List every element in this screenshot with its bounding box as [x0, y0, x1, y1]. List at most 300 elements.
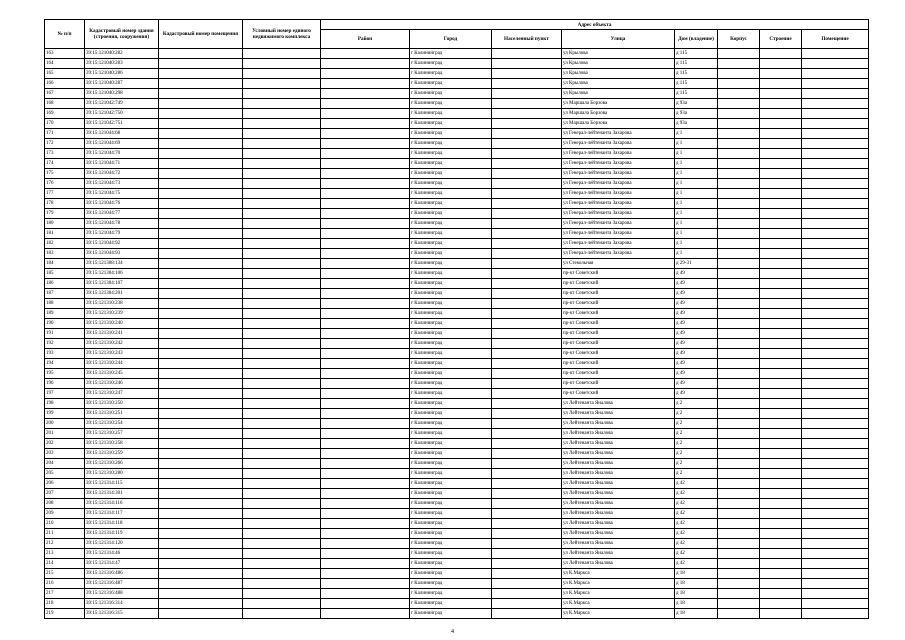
city-cell: г Калининград: [410, 429, 492, 439]
room-cell: [802, 139, 869, 149]
row-number-cell: 164: [45, 59, 85, 69]
district-cell: [321, 339, 410, 349]
city-cell: г Калининград: [410, 319, 492, 329]
stroenie-cell: [760, 139, 802, 149]
city-cell: г Калининград: [410, 289, 492, 299]
house-cell: д 49: [675, 309, 718, 319]
house-cell: д 93а: [675, 109, 718, 119]
cadastral-number-cell: 39:15:121310:258: [85, 439, 159, 449]
row-number-cell: 183: [45, 249, 85, 259]
complex-number-cell: [243, 369, 321, 379]
street-cell: ул Генерал-лейтенанта Захарова: [562, 139, 675, 149]
house-cell: д 49: [675, 379, 718, 389]
table-row: [45, 109, 869, 119]
stroenie-cell: [760, 329, 802, 339]
settlement-cell: [492, 459, 562, 469]
stroenie-cell: [760, 409, 802, 419]
korpus-cell: [718, 69, 760, 79]
house-cell: д 2: [675, 439, 718, 449]
district-cell: [321, 59, 410, 69]
house-cell: д 2: [675, 469, 718, 479]
district-cell: [321, 99, 410, 109]
row-number-cell: 176: [45, 179, 85, 189]
stroenie-cell: [760, 509, 802, 519]
street-cell: пр-кт Советский: [562, 309, 675, 319]
district-cell: [321, 319, 410, 329]
table-row: [45, 339, 869, 349]
settlement-cell: [492, 179, 562, 189]
room-cadastral-cell: [159, 329, 243, 339]
row-number-cell: 209: [45, 509, 85, 519]
settlement-cell: [492, 539, 562, 549]
room-cell: [802, 229, 869, 239]
room-cadastral-cell: [159, 539, 243, 549]
settlement-cell: [492, 279, 562, 289]
stroenie-cell: [760, 269, 802, 279]
table-row: [45, 129, 869, 139]
city-cell: г Калининград: [410, 239, 492, 249]
street-cell: ул Лейтенанта Яналова: [562, 549, 675, 559]
complex-number-cell: [243, 119, 321, 129]
room-cell: [802, 259, 869, 269]
header-stroenie: Строение: [760, 30, 802, 49]
street-cell: пр-кт Советский: [562, 369, 675, 379]
house-cell: д 1: [675, 189, 718, 199]
house-cell: д 1: [675, 249, 718, 259]
row-number-cell: 202: [45, 439, 85, 449]
house-cell: д 18: [675, 569, 718, 579]
room-cell: [802, 509, 869, 519]
room-cadastral-cell: [159, 369, 243, 379]
korpus-cell: [718, 589, 760, 599]
cadastral-number-cell: 39:15:121314:118: [85, 519, 159, 529]
stroenie-cell: [760, 129, 802, 139]
street-cell: ул Генерал-лейтенанта Захарова: [562, 179, 675, 189]
room-cell: [802, 339, 869, 349]
room-cell: [802, 299, 869, 309]
stroenie-cell: [760, 169, 802, 179]
settlement-cell: [492, 119, 562, 129]
stroenie-cell: [760, 459, 802, 469]
city-cell: г Калининград: [410, 249, 492, 259]
complex-number-cell: [243, 209, 321, 219]
cadastral-number-cell: 39:15:121310:257: [85, 429, 159, 439]
row-number-cell: 207: [45, 489, 85, 499]
table-row: [45, 469, 869, 479]
house-cell: д 42: [675, 479, 718, 489]
district-cell: [321, 89, 410, 99]
settlement-cell: [492, 129, 562, 139]
stroenie-cell: [760, 209, 802, 219]
city-cell: г Калининград: [410, 409, 492, 419]
korpus-cell: [718, 229, 760, 239]
room-cell: [802, 359, 869, 369]
row-number-cell: 201: [45, 429, 85, 439]
table-row: [45, 299, 869, 309]
district-cell: [321, 209, 410, 219]
table-row: [45, 259, 869, 269]
complex-number-cell: [243, 339, 321, 349]
district-cell: [321, 609, 410, 619]
room-cell: [802, 49, 869, 59]
complex-number-cell: [243, 469, 321, 479]
objects-table: [44, 19, 869, 619]
stroenie-cell: [760, 549, 802, 559]
city-cell: г Калининград: [410, 299, 492, 309]
row-number-cell: 187: [45, 289, 85, 299]
settlement-cell: [492, 219, 562, 229]
street-cell: пр-кт Советский: [562, 279, 675, 289]
korpus-cell: [718, 479, 760, 489]
street-cell: ул Генерал-лейтенанта Захарова: [562, 129, 675, 139]
complex-number-cell: [243, 169, 321, 179]
room-cell: [802, 59, 869, 69]
room-cadastral-cell: [159, 159, 243, 169]
row-number-cell: 204: [45, 459, 85, 469]
row-number-cell: 198: [45, 399, 85, 409]
stroenie-cell: [760, 389, 802, 399]
house-cell: д 115: [675, 49, 718, 59]
korpus-cell: [718, 449, 760, 459]
house-cell: д 1: [675, 229, 718, 239]
row-number-cell: 216: [45, 579, 85, 589]
complex-number-cell: [243, 549, 321, 559]
header-room: Помещение: [802, 30, 869, 49]
complex-number-cell: [243, 479, 321, 489]
complex-number-cell: [243, 379, 321, 389]
room-cell: [802, 389, 869, 399]
row-number-cell: 175: [45, 169, 85, 179]
row-number-cell: 186: [45, 279, 85, 289]
cadastral-number-cell: 39:15:121310:247: [85, 389, 159, 399]
stroenie-cell: [760, 219, 802, 229]
settlement-cell: [492, 329, 562, 339]
city-cell: г Калининград: [410, 309, 492, 319]
settlement-cell: [492, 49, 562, 59]
room-cell: [802, 419, 869, 429]
street-cell: ул Лейтенанта Яналова: [562, 529, 675, 539]
row-number-cell: 196: [45, 379, 85, 389]
house-cell: д 42: [675, 539, 718, 549]
table-row: [45, 219, 869, 229]
district-cell: [321, 219, 410, 229]
street-cell: ул Генерал-лейтенанта Захарова: [562, 159, 675, 169]
street-cell: пр-кт Советский: [562, 349, 675, 359]
row-number-cell: 218: [45, 599, 85, 609]
street-cell: ул Лейтенанта Яналова: [562, 469, 675, 479]
district-cell: [321, 509, 410, 519]
street-cell: ул Лейтенанта Яналова: [562, 539, 675, 549]
korpus-cell: [718, 409, 760, 419]
house-cell: д 1: [675, 139, 718, 149]
korpus-cell: [718, 499, 760, 509]
stroenie-cell: [760, 599, 802, 609]
street-cell: ул Крылова: [562, 59, 675, 69]
korpus-cell: [718, 469, 760, 479]
room-cadastral-cell: [159, 609, 243, 619]
street-cell: ул Лейтенанта Яналова: [562, 399, 675, 409]
room-cadastral-cell: [159, 49, 243, 59]
settlement-cell: [492, 209, 562, 219]
district-cell: [321, 129, 410, 139]
complex-number-cell: [243, 269, 321, 279]
cadastral-number-cell: 39:15:121308:134: [85, 259, 159, 269]
stroenie-cell: [760, 519, 802, 529]
street-cell: ул Лейтенанта Яналова: [562, 449, 675, 459]
table-row: [45, 449, 869, 459]
city-cell: г Калининград: [410, 379, 492, 389]
table-row: [45, 499, 869, 509]
street-cell: ул Лейтенанта Яналова: [562, 459, 675, 469]
district-cell: [321, 179, 410, 189]
house-cell: д 42: [675, 529, 718, 539]
room-cell: [802, 479, 869, 489]
settlement-cell: [492, 379, 562, 389]
settlement-cell: [492, 319, 562, 329]
korpus-cell: [718, 49, 760, 59]
row-number-cell: 172: [45, 139, 85, 149]
stroenie-cell: [760, 539, 802, 549]
city-cell: г Калининград: [410, 579, 492, 589]
city-cell: г Калининград: [410, 499, 492, 509]
room-cell: [802, 119, 869, 129]
city-cell: г Калининград: [410, 139, 492, 149]
korpus-cell: [718, 139, 760, 149]
complex-number-cell: [243, 389, 321, 399]
street-cell: ул Лейтенанта Яналова: [562, 509, 675, 519]
cadastral-number-cell: 39:15:121316:315: [85, 609, 159, 619]
room-cell: [802, 589, 869, 599]
district-cell: [321, 449, 410, 459]
house-cell: д 49: [675, 349, 718, 359]
room-cell: [802, 499, 869, 509]
district-cell: [321, 489, 410, 499]
house-cell: д 29-31: [675, 259, 718, 269]
page-number: 4: [451, 629, 454, 635]
complex-number-cell: [243, 49, 321, 59]
district-cell: [321, 399, 410, 409]
room-cell: [802, 309, 869, 319]
complex-number-cell: [243, 569, 321, 579]
district-cell: [321, 439, 410, 449]
row-number-cell: 217: [45, 589, 85, 599]
room-cadastral-cell: [159, 569, 243, 579]
house-cell: д 49: [675, 359, 718, 369]
cadastral-number-cell: 39:15:121304:107: [85, 279, 159, 289]
row-number-cell: 210: [45, 519, 85, 529]
table-row: [45, 239, 869, 249]
korpus-cell: [718, 169, 760, 179]
table-row: [45, 349, 869, 359]
city-cell: г Калининград: [410, 599, 492, 609]
cadastral-number-cell: 39:15:121310:244: [85, 359, 159, 369]
house-cell: д 42: [675, 509, 718, 519]
table-header: [45, 20, 869, 49]
row-number-cell: 168: [45, 99, 85, 109]
room-cadastral-cell: [159, 449, 243, 459]
district-cell: [321, 389, 410, 399]
street-cell: ул Стекольная: [562, 259, 675, 269]
room-cadastral-cell: [159, 599, 243, 609]
complex-number-cell: [243, 319, 321, 329]
stroenie-cell: [760, 89, 802, 99]
room-cadastral-cell: [159, 169, 243, 179]
table-row: [45, 489, 869, 499]
room-cadastral-cell: [159, 69, 243, 79]
row-number-cell: 219: [45, 609, 85, 619]
settlement-cell: [492, 599, 562, 609]
room-cell: [802, 179, 869, 189]
district-cell: [321, 169, 410, 179]
table-row: [45, 79, 869, 89]
complex-number-cell: [243, 139, 321, 149]
korpus-cell: [718, 559, 760, 569]
table-row: [45, 209, 869, 219]
house-cell: д 49: [675, 339, 718, 349]
cadastral-number-cell: 39:15:121310:245: [85, 369, 159, 379]
settlement-cell: [492, 569, 562, 579]
room-cadastral-cell: [159, 129, 243, 139]
stroenie-cell: [760, 529, 802, 539]
city-cell: г Калининград: [410, 569, 492, 579]
room-cadastral-cell: [159, 469, 243, 479]
stroenie-cell: [760, 319, 802, 329]
stroenie-cell: [760, 379, 802, 389]
stroenie-cell: [760, 229, 802, 239]
city-cell: г Калининград: [410, 269, 492, 279]
room-cell: [802, 79, 869, 89]
city-cell: г Калининград: [410, 459, 492, 469]
complex-number-cell: [243, 219, 321, 229]
table-row: [45, 59, 869, 69]
room-cadastral-cell: [159, 179, 243, 189]
korpus-cell: [718, 359, 760, 369]
complex-number-cell: [243, 309, 321, 319]
city-cell: г Калининград: [410, 419, 492, 429]
complex-number-cell: [243, 249, 321, 259]
house-cell: д 49: [675, 369, 718, 379]
room-cadastral-cell: [159, 439, 243, 449]
settlement-cell: [492, 469, 562, 479]
room-cadastral-cell: [159, 409, 243, 419]
stroenie-cell: [760, 239, 802, 249]
header-settlement: Населенный пункт: [492, 30, 562, 49]
korpus-cell: [718, 89, 760, 99]
korpus-cell: [718, 369, 760, 379]
room-cell: [802, 469, 869, 479]
complex-number-cell: [243, 459, 321, 469]
room-cell: [802, 489, 869, 499]
stroenie-cell: [760, 369, 802, 379]
room-cadastral-cell: [159, 99, 243, 109]
district-cell: [321, 109, 410, 119]
table-row: [45, 169, 869, 179]
district-cell: [321, 269, 410, 279]
house-cell: д 1: [675, 199, 718, 209]
settlement-cell: [492, 559, 562, 569]
complex-number-cell: [243, 579, 321, 589]
cadastral-number-cell: 39:15:121044:93: [85, 249, 159, 259]
settlement-cell: [492, 109, 562, 119]
table-row: [45, 599, 869, 609]
settlement-cell: [492, 519, 562, 529]
table-row: [45, 549, 869, 559]
house-cell: д 1: [675, 239, 718, 249]
korpus-cell: [718, 379, 760, 389]
korpus-cell: [718, 109, 760, 119]
complex-number-cell: [243, 89, 321, 99]
table-row: [45, 579, 869, 589]
korpus-cell: [718, 269, 760, 279]
room-cadastral-cell: [159, 89, 243, 99]
room-cadastral-cell: [159, 239, 243, 249]
row-number-cell: 203: [45, 449, 85, 459]
row-number-cell: 182: [45, 239, 85, 249]
stroenie-cell: [760, 489, 802, 499]
room-cell: [802, 569, 869, 579]
complex-number-cell: [243, 199, 321, 209]
stroenie-cell: [760, 419, 802, 429]
korpus-cell: [718, 209, 760, 219]
street-cell: ул Генерал-лейтенанта Захарова: [562, 189, 675, 199]
district-cell: [321, 379, 410, 389]
korpus-cell: [718, 539, 760, 549]
settlement-cell: [492, 199, 562, 209]
city-cell: г Калининград: [410, 479, 492, 489]
header-address-group: Адрес объекта: [321, 20, 869, 30]
cadastral-number-cell: 39:15:121040:286: [85, 69, 159, 79]
settlement-cell: [492, 99, 562, 109]
room-cell: [802, 409, 869, 419]
row-number-cell: 179: [45, 209, 85, 219]
settlement-cell: [492, 169, 562, 179]
district-cell: [321, 599, 410, 609]
settlement-cell: [492, 289, 562, 299]
room-cell: [802, 559, 869, 569]
complex-number-cell: [243, 99, 321, 109]
house-cell: д 2: [675, 459, 718, 469]
settlement-cell: [492, 589, 562, 599]
district-cell: [321, 299, 410, 309]
row-number-cell: 171: [45, 129, 85, 139]
city-cell: г Калининград: [410, 469, 492, 479]
cadastral-number-cell: 39:15:121044:71: [85, 159, 159, 169]
korpus-cell: [718, 519, 760, 529]
korpus-cell: [718, 99, 760, 109]
district-cell: [321, 479, 410, 489]
table-row: [45, 249, 869, 259]
cadastral-number-cell: 39:15:121044:70: [85, 149, 159, 159]
cadastral-number-cell: 39:15:121310:241: [85, 329, 159, 339]
city-cell: г Калининград: [410, 349, 492, 359]
table-row: [45, 459, 869, 469]
cadastral-number-cell: 39:15:121310:242: [85, 339, 159, 349]
row-number-cell: 199: [45, 409, 85, 419]
room-cell: [802, 169, 869, 179]
street-cell: пр-кт Советский: [562, 339, 675, 349]
table-row: [45, 139, 869, 149]
room-cell: [802, 349, 869, 359]
city-cell: г Калининград: [410, 339, 492, 349]
row-number-cell: 174: [45, 159, 85, 169]
settlement-cell: [492, 269, 562, 279]
city-cell: г Калининград: [410, 69, 492, 79]
cadastral-number-cell: 39:15:121044:92: [85, 239, 159, 249]
city-cell: г Калининград: [410, 589, 492, 599]
header-korpus: Корпус: [718, 30, 760, 49]
room-cell: [802, 279, 869, 289]
district-cell: [321, 119, 410, 129]
